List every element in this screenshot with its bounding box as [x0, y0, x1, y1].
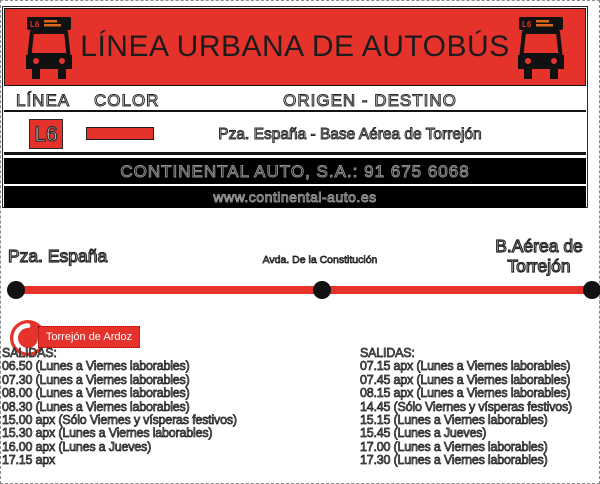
line-code-badge: L6 — [29, 119, 63, 149]
origin-destination-text: Pza. España - Base Aérea de Torrejón — [218, 126, 482, 143]
departure-item: 17.00 (Lunes a Viernes laborables) — [360, 439, 548, 454]
route-stop-dot — [313, 281, 331, 299]
departures-title: SALIDAS: — [2, 346, 57, 360]
departures-list-left — [2, 347, 352, 468]
route-stop-middle-label: Avda. De la Constitución — [262, 254, 378, 266]
column-header-linea: LÍNEA — [16, 91, 71, 110]
departures-items — [360, 360, 598, 467]
table-row-line6 — [4, 114, 586, 155]
column-header-color: COLOR — [94, 91, 160, 110]
departure-item: 08.00 (Lunes a Viernes laborables) — [2, 386, 190, 401]
route-stop-dot — [583, 281, 600, 299]
departure-item: 15.45 (Lunes a Jueves) — [360, 426, 487, 441]
departure-item: 07.15 apx (Lunes a Viernes laborables) — [360, 359, 571, 374]
operator-phone-bar: CONTINENTAL AUTO, S.A.: 91 675 6068 — [4, 158, 586, 184]
municipality-name-plate: Torrejón de Ardoz — [38, 326, 140, 348]
page-title: LÍNEA URBANA DE AUTOBÚS — [80, 30, 510, 63]
bus-icon — [513, 17, 569, 84]
svg-text:L6: L6 — [30, 20, 40, 29]
departure-item: 17.30 (Lunes a Viernes laborables) — [360, 453, 548, 468]
table-header-row — [4, 88, 586, 112]
departure-item: 07.45 apx (Lunes a Viernes laborables) — [360, 372, 571, 387]
route-stop-dot — [7, 281, 25, 299]
departure-item: 17.15 apx — [2, 453, 56, 468]
departure-item: 15.30 apx (Lunes a Viernes laborables) — [2, 426, 213, 441]
departure-item: 15.00 apx (Sólo Viernes y vísperas festivos) — [2, 413, 237, 428]
departure-item: 08.15 apx (Lunes a Viernes laborables) — [360, 386, 571, 401]
departure-item: 16.00 apx (Lunes a Jueves) — [2, 439, 152, 454]
route-stop-end-line2: Torrejón — [507, 256, 571, 276]
route-line — [12, 286, 596, 294]
departure-item: 06.50 (Lunes a Viernes laborables) — [2, 359, 190, 374]
departure-item: 08.30 (Lunes a Viernes laborables) — [2, 399, 190, 414]
svg-text:L6: L6 — [522, 20, 532, 29]
departures-list-right — [360, 347, 598, 468]
departure-item: 15.15 (Lunes a Viernes laborables) — [360, 413, 548, 428]
route-stop-start-label: Pza. España — [8, 246, 108, 266]
line-color-swatch — [86, 127, 154, 140]
column-header-origen-destino: ORIGEN - DESTINO — [283, 91, 457, 110]
route-stop-end-label — [481, 236, 597, 276]
departures-items — [2, 360, 352, 467]
route-stop-end-line1: B.Aérea de — [495, 236, 583, 256]
departure-item: 14.45 (Sólo Viernes y vísperas festivos) — [360, 399, 573, 414]
operator-website-bar: www.continental-auto.es — [4, 186, 586, 208]
departures-title: SALIDAS: — [360, 346, 415, 360]
title-banner — [4, 8, 586, 86]
departure-item: 07.30 (Lunes a Viernes laborables) — [2, 372, 190, 387]
info-table-block — [2, 6, 588, 208]
